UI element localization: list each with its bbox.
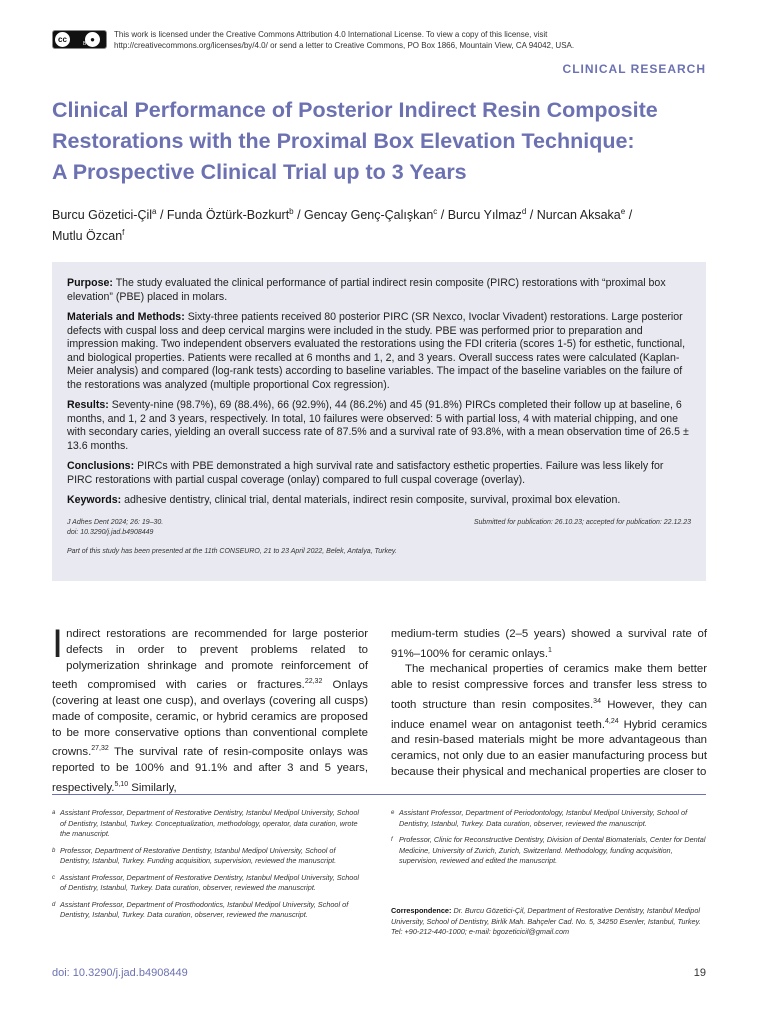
article-title xyxy=(52,95,732,188)
citation-ref[interactable]: 1 xyxy=(548,646,552,654)
correspondence-text: Dr. Burcu Gözetici-Çil, Department of Restorative Dentistry, Istanbul Medipol University, School of Dentistry, Birlik Mah. Bahçeler Cad. No. 5, 34250 Esenler, Istanbul, Turkey. Tel: +90-212-440-1000; e-mail: bgozeticicil@gmail.com xyxy=(391,906,701,936)
footer-doi[interactable]: doi: 10.3290/j.jad.b4908449 xyxy=(52,967,188,979)
footnote-text: Professor, Department of Restorative Dentistry, Istanbul Medipol University, School of Dentistry, Istanbul, Turkey. Funding acquisition, supervision, reviewed the manuscript. xyxy=(60,845,337,865)
footnote-text: Professor, Clinic for Reconstructive Dentistry, Division of Dental Biomaterials, Center for Dental Medicine, University of Zurich, Zurich, Switzerland. Methodology, funding acquisition, supervision, reviewed and edited the manuscript. xyxy=(399,835,706,865)
footnote-divider xyxy=(52,794,706,795)
author-affiliation: f xyxy=(122,228,125,238)
footnote-text: Assistant Professor, Department of Prosthodontics, Istanbul Medipol University, School of Dentistry, Istanbul, Turkey. Data curation, observer, reviewed the manuscript. xyxy=(60,899,349,919)
body-paragraph xyxy=(391,662,707,780)
author-separator: / xyxy=(293,208,305,223)
title-line-2: Restorations with the Proximal Box Elevation Technique: xyxy=(52,129,635,153)
title-line-3: A Prospective Clinical Trial up to 3 Years xyxy=(52,160,467,184)
purpose-label: Purpose: xyxy=(67,277,113,289)
license-text xyxy=(114,29,714,51)
author-affiliation: e xyxy=(620,207,626,216)
footnote-item: a Assistant Professor, Department of Restorative Dentistry, Istanbul Medipol University, School of Dentistry, Istanbul, Turkey. Conceptualization, methodology, operator, data curation, wrote the manuscript. xyxy=(52,808,366,840)
author-affiliation: b xyxy=(289,207,294,216)
license-line-2[interactable]: http://creativecommons.org/licenses/by/4.0/ or send a letter to Creative Commons, PO Box 1866, Mountain View, CA 94042, USA. xyxy=(114,41,575,50)
author-affiliation: d xyxy=(521,207,527,216)
section-label: CLINICAL RESEARCH xyxy=(562,62,706,76)
citation-ref[interactable]: 27,32 xyxy=(91,745,109,753)
results-label: Results: xyxy=(67,399,109,411)
cc-icon-text: cc xyxy=(55,32,70,47)
body-paragraph xyxy=(391,627,707,662)
author-affiliation: c xyxy=(433,207,438,216)
author-separator: / xyxy=(437,208,448,223)
author-list xyxy=(52,203,722,245)
body-text: Onlays (covering at least one cusp), and overlays (covering all cusps) made of composite, ceramic, or hybrid ceramics are proposed to be more conservative options than conventional complete crowns. xyxy=(52,679,368,759)
author-separator: / xyxy=(526,208,537,223)
author-affiliation: a xyxy=(152,207,157,216)
license-line-1: This work is licensed under the Creative Commons Attribution 4.0 International License. To view a copy of this license, visit xyxy=(114,30,548,39)
methods-label: Materials and Methods: xyxy=(67,311,185,323)
body-column-right xyxy=(391,627,707,781)
author-name: Burcu Yılmaz xyxy=(447,208,522,223)
body-text: ndirect restorations are recommended for large posterior defects in order to prevent problems related to polymerization shrinkage and promote reinforcement of teeth compromised with caries or fractures. xyxy=(52,628,368,692)
submission-dates: Submitted for publication: 26.10.23; accepted for publication: 22.12.23 xyxy=(473,518,691,526)
title-line-1: Clinical Performance of Posterior Indirect Resin Composite xyxy=(52,98,658,122)
citation-ref[interactable]: 22,32 xyxy=(304,678,323,686)
conclusions-text: PIRCs with PBE demonstrated a high survival rate and satisfactory esthetic properties. Failure was less likely for PIRC restorations with partial cuspal coverage (onlay) compared to full cuspal coverage (overlay). xyxy=(67,460,664,486)
footnote-text: Assistant Professor, Department of Restorative Dentistry, Istanbul Medipol University, School of Dentistry, Istanbul, Turkey. Data curation, observer, reviewed the manuscript. xyxy=(60,872,360,892)
author-name: Funda Öztürk-Bozkurt xyxy=(166,208,290,223)
footnote-item: b Professor, Department of Restorative Dentistry, Istanbul Medipol University, School of Dentistry, Istanbul, Turkey. Funding acquisition, supervision, reviewed the manuscript. xyxy=(52,846,366,867)
footnotes-right xyxy=(391,808,707,873)
footnotes-left xyxy=(52,808,366,927)
by-icon-text: BY xyxy=(83,41,90,47)
abstract-conclusions xyxy=(67,460,691,487)
author-separator: / xyxy=(625,208,633,223)
footnote-item: d Assistant Professor, Department of Prosthodontics, Istanbul Medipol University, School of Dentistry, Istanbul, Turkey. Data curation, observer, reviewed the manuscript. xyxy=(52,900,366,921)
purpose-text: The study evaluated the clinical performance of partial indirect resin composite (PIRC) restorations with “proximal box elevation” (PBE) placed in molars. xyxy=(67,277,666,303)
drop-cap: I xyxy=(52,622,64,666)
footnote-text: Assistant Professor, Department of Periodontology, Istanbul Medipol University, School of Dentistry, Istanbul, Turkey. Data curation, observer, reviewed the manuscript. xyxy=(399,808,688,828)
author-name: Mutlu Özcan xyxy=(52,229,123,244)
abstract-doi[interactable]: doi: 10.3290/j.jad.b4908449 xyxy=(67,528,154,536)
body-text: The mechanical properties of ceramics make them better able to resist compressive forces and transfer less stress to tooth structure than resin composites. xyxy=(391,663,707,711)
correspondence-label: Correspondence: xyxy=(391,906,452,915)
methods-text: Sixty-three patients received 80 posterior PIRC (SR Nexco, Ivoclar Vivadent) restorations. Large posterior defects with cuspal loss and deep cervical margins were included in the study. PBE was performed prior to preparation and impression making. Two independent observers evaluated the restorations using the FDI criteria (scores 1-5) for esthetic, functional, and biological properties. Patients were recalled at 6 months and 1, 2, and 3 years. Overall success rates were calculated (Kaplan-Meier analysis) and compared (log-rank tests) according to baseline variables. The impact of the baseline variables on the failure of the restorations was analyzed (multiple proportional Cox regression). xyxy=(67,311,686,391)
footnote-item: e Assistant Professor, Department of Periodontology, Istanbul Medipol University, School of Dentistry, Istanbul, Turkey. Data curation, observer, reviewed the manuscript. xyxy=(391,808,707,829)
footnote-text: Assistant Professor, Department of Restorative Dentistry, Istanbul Medipol University, School of Dentistry, Istanbul, Turkey. Conceptualization, methodology, operator, data curation, wrote the manuscript. xyxy=(60,808,360,838)
abstract-keywords xyxy=(67,494,691,508)
author-name: Nurcan Aksaka xyxy=(536,208,621,223)
presentation-note: Part of this study has been presented at the 11th CONSEURO, 21 to 23 April 2022, Belek, Antalya, Turkey. xyxy=(67,547,397,555)
citation-ref[interactable]: 5,10 xyxy=(114,780,129,788)
body-text: The survival rate of resin-composite onlays was reported to be 100% and 91.1% and after 3 and 5 years, respectively. xyxy=(52,746,368,794)
person-icon: ● xyxy=(85,32,100,47)
abstract-methods xyxy=(67,311,691,392)
citation-ref[interactable]: 34 xyxy=(593,697,601,705)
page-number: 19 xyxy=(693,967,706,979)
keywords-label: Keywords: xyxy=(67,494,122,506)
body-text: medium-term studies (2–5 years) showed a survival rate of 91%–100% for ceramic onlays. xyxy=(391,628,707,660)
body-text: Hybrid ceramics and resin-based materials might be more advantageous than ceramics, not only due to an easier manufacturing process but because their physical and mechanical properties are closer to xyxy=(391,718,708,778)
body-text: Similarly, xyxy=(128,781,177,794)
body-column-left xyxy=(52,622,368,796)
cc-by-icon xyxy=(52,30,107,49)
abstract-purpose xyxy=(67,277,691,304)
correspondence xyxy=(391,906,707,938)
author-name: Burcu Gözetici-Çil xyxy=(52,208,153,223)
author-separator: / xyxy=(156,208,167,223)
footnote-item: f Professor, Clinic for Reconstructive Dentistry, Division of Dental Biomaterials, Center for Dental Medicine, University of Zurich, Zurich, Switzerland. Methodology, funding acquisition, supervision, reviewed and edited the manuscript. xyxy=(391,835,706,865)
citation-row xyxy=(67,518,691,538)
abstract-box xyxy=(52,262,706,581)
author-name: Gencay Genç-Çalışkan xyxy=(304,208,434,223)
citation-ref[interactable]: 4,24 xyxy=(605,717,619,725)
body-text: However, they can induce enamel wear on antagonist teeth. xyxy=(391,698,708,731)
conclusions-label: Conclusions: xyxy=(67,460,135,472)
results-text: Seventy-nine (98.7%), 69 (88.4%), 66 (92.9%), 44 (86.2%) and 45 (91.8%) PIRCs completed their follow up at baseline, 6 months, and 1, 2 and 3 years, respectively. In total, 10 failures were observed: 5 with partial loss, 4 with material chipping, and one with secondary caries, yielding an overall success rate of 87.5% and a survival rate of 93.8%, with a mean observation time of 26.5 ± 13.6 months. xyxy=(67,399,689,452)
keywords-text: adhesive dentistry, clinical trial, dental materials, indirect resin composite, survival, proximal box elevation. xyxy=(124,494,621,506)
intro-paragraph xyxy=(52,622,368,796)
abstract-results xyxy=(67,399,691,453)
journal-citation: J Adhes Dent 2024; 26: 19–30. xyxy=(67,518,164,526)
footnote-item: c Assistant Professor, Department of Restorative Dentistry, Istanbul Medipol University, School of Dentistry, Istanbul, Turkey. Data curation, observer, reviewed the manuscript. xyxy=(52,873,366,894)
